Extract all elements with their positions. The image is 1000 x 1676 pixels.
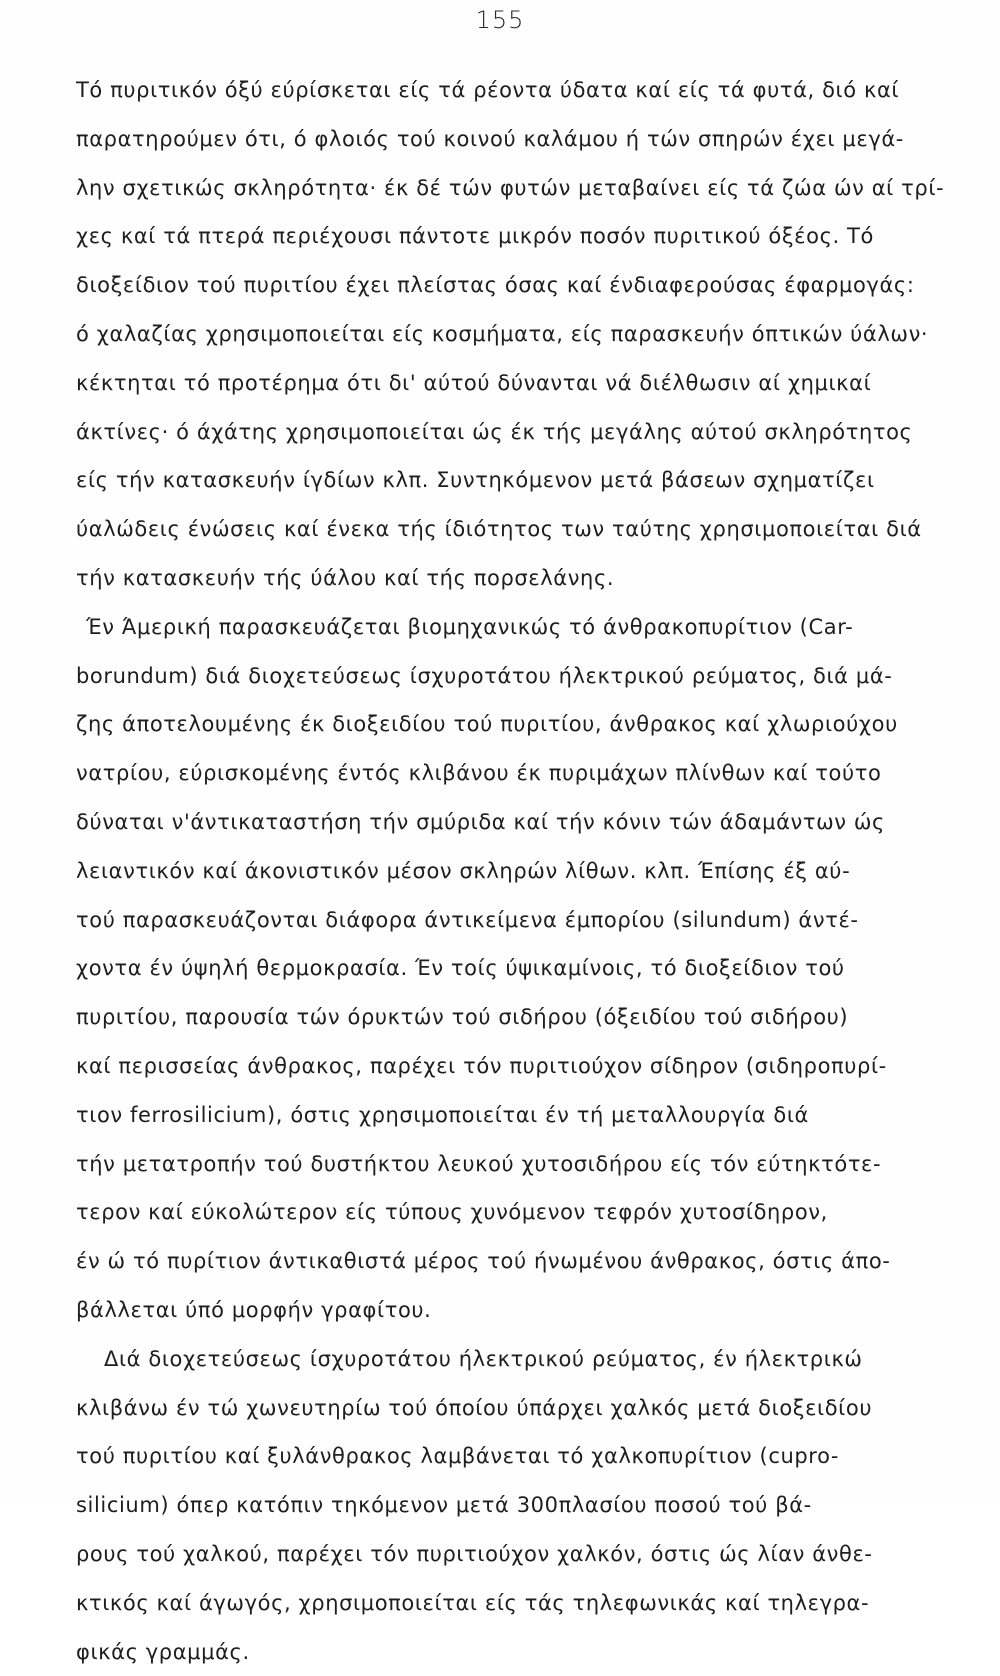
paragraph-start-line: Έν Άμερική παρασκευάζεται βιομηχανικώς τό άνθρακοπυρίτιον (Car- — [76, 603, 946, 652]
text-line: κτικός καί άγωγός, χρησιμοποιείται είς τάς τηλεφωνικάς καί τηλεγρα- — [76, 1579, 946, 1628]
text-line: τήν κατασκευήν τής ύάλου καί τής πορσελάνης. — [76, 554, 946, 603]
text-line: νατρίου, εύρισκομένης έντός κλιβάνου έκ πυριμάχων πλίνθων καί τούτο — [76, 749, 946, 798]
page-number: 155 — [0, 6, 1000, 34]
text-line: ύαλώδεις ένώσεις καί ένεκα τής ίδιότητος των ταύτης χρησιμοποιείται διά — [76, 505, 946, 554]
text-line: βάλλεται ύπό μορφήν γραφίτου. — [76, 1286, 946, 1335]
text-line: Τό πυριτικόν όξύ εύρίσκεται είς τά ρέοντα ύδατα καί είς τά φυτά, διό καί — [76, 66, 946, 115]
text-line: παρατηρούμεν ότι, ό φλοιός τού κοινού καλάμου ή τών σπηρών έχει μεγά- — [76, 115, 946, 164]
text-line: χες καί τά πτερά περιέχουσι πάντοτε μικρόν ποσόν πυριτικού όξέος. Τό — [76, 212, 946, 261]
text-line: διοξείδιον τού πυριτίου έχει πλείστας όσας καί ένδιαφερούσας έφαρμογάς: — [76, 261, 946, 310]
text-line: χοντα έν ύψηλή θερμοκρασία. Έν τοίς ύψικαμίνοις, τό διοξείδιον τού — [76, 944, 946, 993]
handwritten-text-body — [76, 66, 946, 1676]
text-line: καί περισσείας άνθρακος, παρέχει τόν πυριτιούχον σίδηρον (σιδηροπυρί- — [76, 1042, 946, 1091]
text-line: τιον ferrosilicium), όστις χρησιμοποιείται έν τή μεταλλουργία διά — [76, 1091, 946, 1140]
text-line: είς τήν κατασκευήν ίγδίων κλπ. Συντηκόμενον μετά βάσεων σχηματίζει — [76, 456, 946, 505]
text-line: ό χαλαζίας χρησιμοποιείται είς κοσμήματα, είς παρασκευήν όπτικών ύάλων· — [76, 310, 946, 359]
text-line: ρους τού χαλκού, παρέχει τόν πυριτιούχον χαλκόν, όστις ώς λίαν άνθε- — [76, 1530, 946, 1579]
text-line: τού πυριτίου καί ξυλάνθρακος λαμβάνεται τό χαλκοπυρίτιον (cupro- — [76, 1432, 946, 1481]
text-line: τήν μετατροπήν τού δυστήκτου λευκού χυτοσιδήρου είς τόν εύτηκτότε- — [76, 1140, 946, 1189]
text-line: λειαντικόν καί άκονιστικόν μέσον σκληρών λίθων. κλπ. Έπίσης έξ αύ- — [76, 847, 946, 896]
text-line: silicium) όπερ κατόπιν τηκόμενον μετά 300πλασίου ποσού τού βά- — [76, 1481, 946, 1530]
text-line: κέκτηται τό προτέρημα ότι δι' αύτού δύνανται νά διέλθωσιν αί χημικαί — [76, 359, 946, 408]
text-line: φικάς γραμμάς. — [76, 1628, 946, 1676]
text-line: ζης άποτελουμένης έκ διοξειδίου τού πυριτίου, άνθρακος καί χλωριούχου — [76, 700, 946, 749]
text-line: έν ώ τό πυρίτιον άντικαθιστά μέρος τού ήνωμένου άνθρακος, όστις άπο- — [76, 1237, 946, 1286]
text-line: πυριτίου, παρουσία τών όρυκτών τού σιδήρου (όξειδίου τού σιδήρου) — [76, 993, 946, 1042]
text-line: άκτίνες· ό άχάτης χρησιμοποιείται ώς έκ τής μεγάλης αύτού σκληρότητος — [76, 408, 946, 457]
paragraph-start-line: Διά διοχετεύσεως ίσχυροτάτου ήλεκτρικού ρεύματος, έν ήλεκτρικώ — [76, 1335, 946, 1384]
text-line: κλιβάνω έν τώ χωνευτηρίω τού όποίου ύπάρχει χαλκός μετά διοξειδίου — [76, 1384, 946, 1433]
text-line: τερον καί εύκολώτερον είς τύπους χυνόμενον τεφρόν χυτοσίδηρον, — [76, 1188, 946, 1237]
text-line: borundum) διά διοχετεύσεως ίσχυροτάτου ήλεκτρικού ρεύματος, διά μά- — [76, 652, 946, 701]
text-line: δύναται ν'άντικαταστήση τήν σμύριδα καί τήν κόνιν τών άδαμάντων ώς — [76, 798, 946, 847]
text-line: λην σχετικώς σκληρότητα· έκ δέ τών φυτών μεταβαίνει είς τά ζώα ών αί τρί- — [76, 164, 946, 213]
text-line: τού παρασκευάζονται διάφορα άντικείμενα έμπορίου (silundum) άντέ- — [76, 896, 946, 945]
